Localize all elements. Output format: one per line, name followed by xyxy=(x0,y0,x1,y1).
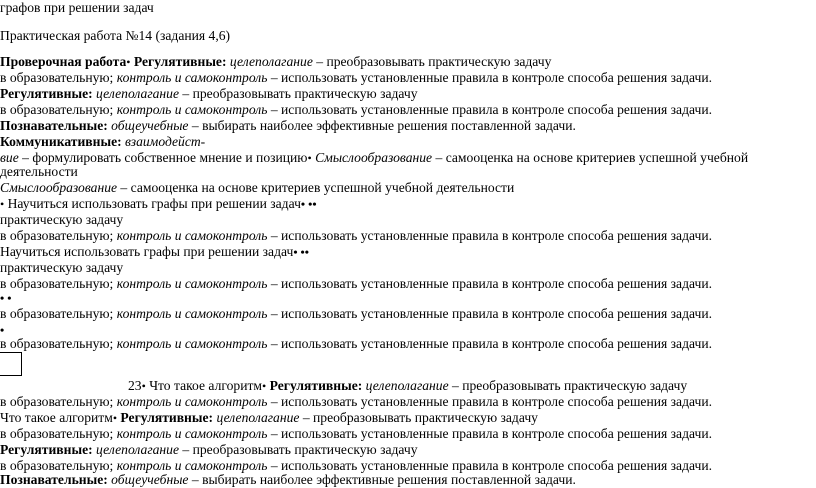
bullet-icon: • xyxy=(0,197,5,211)
bullet-icon: • • xyxy=(0,291,12,305)
doc-line: Регулятивные: целеполагание – преобразовывать практическую задачу xyxy=(0,442,418,457)
doc-line xyxy=(0,290,11,306)
doc-line: Регулятивные: целеполагание – преобразовывать практическую задачу xyxy=(0,86,418,101)
bullet-icon: • •• xyxy=(300,197,317,211)
doc-line: в образовательную; контроль и самоконтроль – использовать установленные правила в контроле способа решения задачи. xyxy=(0,458,712,473)
doc-line: в образовательную; контроль и самоконтроль – использовать установленные правила в контроле способа решения задачи. xyxy=(0,102,712,117)
doc-line: в образовательную; контроль и самоконтроль – использовать установленные правила в контроле способа решения задачи. xyxy=(0,276,712,291)
bullet-icon: • xyxy=(307,151,312,165)
doc-heading: Практическая работа №14 (задания 4,6) xyxy=(0,28,231,43)
bullet-icon: • xyxy=(112,411,118,425)
doc-line: Коммуникативные: взаимодейст- xyxy=(0,134,206,149)
bullet-icon: • xyxy=(126,55,131,69)
doc-line: в образовательную; контроль и самоконтроль – использовать установленные правила в контроле способа решения задачи. xyxy=(0,70,712,85)
doc-line: Научиться использовать графы при решении задач• •• xyxy=(0,244,309,259)
doc-line: в образовательную; контроль и самоконтроль – использовать установленные правила в контроле способа решения задачи. xyxy=(0,228,712,243)
doc-line: Познавательные: общеучебные – выбирать наиболее эффективные решения поставленной задачи. xyxy=(0,472,576,487)
bullet-icon: • xyxy=(141,379,146,393)
bullet-icon: • xyxy=(262,379,267,393)
doc-line: в образовательную; контроль и самоконтроль – использовать установленные правила в контроле способа решения задачи. xyxy=(0,336,712,351)
doc-line: Что такое алгоритм• Регулятивные: целеполагание – преобразовывать практическую задачу xyxy=(0,410,538,425)
doc-line: графов при решении задач xyxy=(0,0,154,15)
doc-line: деятельности xyxy=(0,164,78,179)
doc-line: • Научиться использовать графы при решении задач• •• xyxy=(0,196,317,211)
doc-line: Смыслообразование – самооценка на основе критериев успешной учебной деятельности xyxy=(0,180,515,195)
doc-line: в образовательную; контроль и самоконтроль – использовать установленные правила в контроле способа решения задачи. xyxy=(0,426,712,441)
doc-line: в образовательную; контроль и самоконтроль – использовать установленные правила в контроле способа решения задачи. xyxy=(0,394,712,409)
doc-line: практическую задачу xyxy=(0,260,124,275)
doc-line: в образовательную; контроль и самоконтроль – использовать установленные правила в контроле способа решения задачи. xyxy=(0,306,712,321)
empty-box xyxy=(0,352,22,376)
doc-line: вие – формулировать собственное мнение и позицию• Смыслообразование – самооценка на основе критериев успешной учебной xyxy=(0,150,749,165)
doc-line: Познавательные: общеучебные – выбирать наиболее эффективные решения поставленной задачи. xyxy=(0,118,576,133)
doc-line: Проверочная работа• Регулятивные: целеполагание – преобразовывать практическую задачу xyxy=(0,54,552,69)
bullet-icon: • •• xyxy=(293,245,309,259)
doc-line: 23• Что такое алгоритм• Регулятивные: целеполагание – преобразовывать практическую задачу xyxy=(128,378,688,393)
doc-line: практическую задачу xyxy=(0,212,124,227)
bullet-icon: • xyxy=(0,323,5,337)
